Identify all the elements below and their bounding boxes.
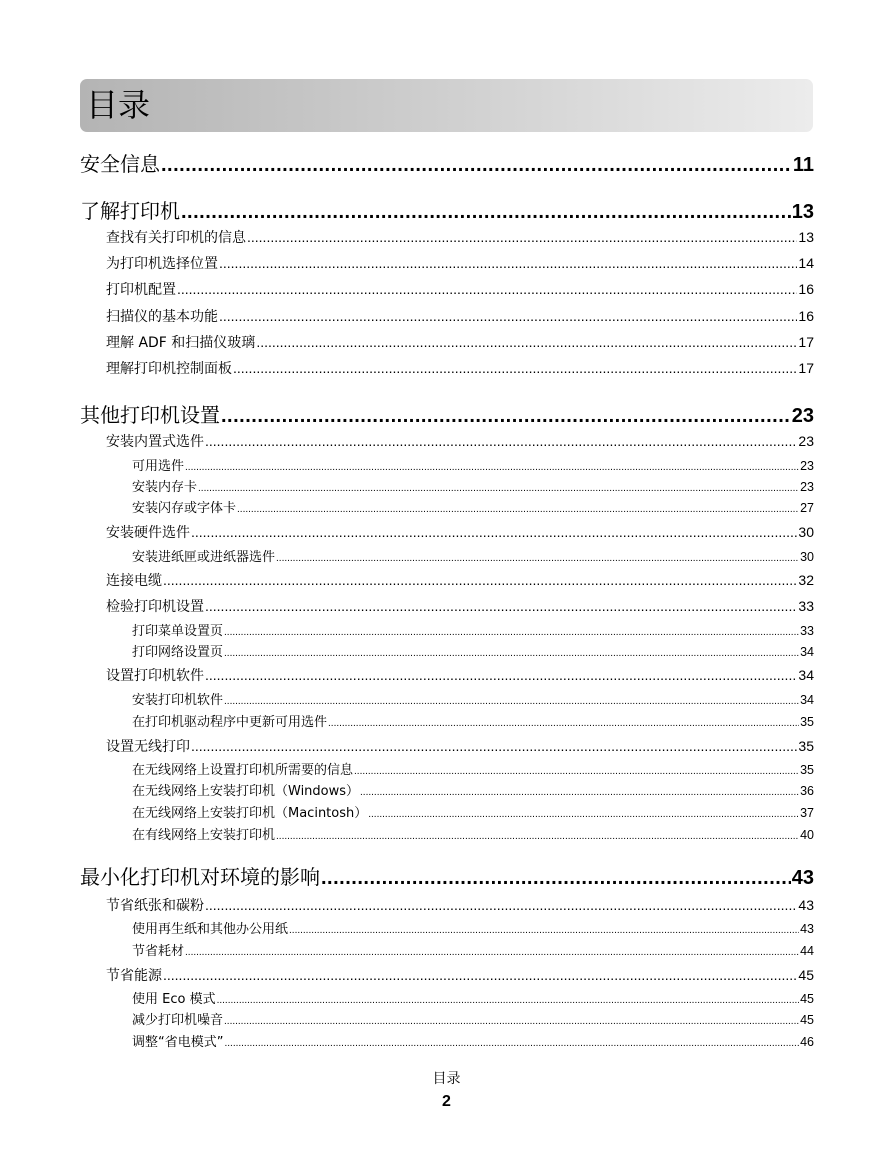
toc-entry-title: 扫描仪的基本功能 [106,309,218,325]
toc-entry-title: 为打印机选择位置 [106,256,218,272]
toc-entry-level3[interactable] [132,988,814,1007]
toc-entry-level2[interactable] [106,895,814,915]
toc-entry-page-number: 23 [800,480,814,494]
toc-entry-level2[interactable] [106,306,814,326]
toc-dot-leader [224,1013,799,1027]
toc-dot-leader [205,667,797,683]
toc-entry-page-number: 33 [798,598,814,614]
toc-dot-leader [205,897,797,913]
toc-entry-page-number: 35 [798,738,814,754]
toc-entry-title: 节省耗材 [132,944,185,959]
toc-entry-page-number: 45 [800,1013,814,1027]
toc-dot-leader [163,967,797,983]
page-title: 目录 [86,86,151,124]
toc-entry-level3[interactable] [132,497,814,516]
toc-entry-page-number: 13 [791,201,814,223]
toc-entry-level2[interactable] [106,522,814,542]
toc-entry-page-number: 34 [798,667,814,683]
toc-entry-title: 理解打印机控制面板 [106,361,232,377]
toc-dot-leader [205,598,797,614]
toc-entry-title: 最小化打印机对环境的影响 [80,865,320,889]
toc-entry-title: 安装硬件选件 [106,525,190,541]
toc-dot-leader [224,693,799,707]
toc-entry-page-number: 16 [798,281,814,297]
toc-entry-level3[interactable] [132,759,814,778]
toc-entry-title: 节省纸张和碳粉 [106,898,204,914]
toc-entry-level3[interactable] [132,1009,814,1028]
toc-entry-title: 连接电缆 [106,573,162,589]
toc-entry-page-number: 45 [798,967,814,983]
toc-dot-leader [217,992,800,1006]
toc-entry-page-number: 13 [798,229,814,245]
toc-entry-level1[interactable] [80,861,814,890]
toc-dot-leader [219,308,797,324]
toc-entry-page-number: 17 [798,360,814,376]
toc-entry-level2[interactable] [106,596,814,616]
toc-entry-level3[interactable] [132,918,814,937]
toc-entry-level2[interactable] [106,665,814,685]
toc-dot-leader [198,480,799,494]
toc-entry-level3[interactable] [132,455,814,474]
toc-entry-page-number: 45 [800,992,814,1006]
toc-entry-level2[interactable] [106,431,814,451]
toc-dot-leader [289,922,799,936]
toc-entry-title: 在打印机驱动程序中更新可用选件 [132,715,328,730]
toc-entry-page-number: 16 [798,308,814,324]
toc-dot-leader [256,334,797,350]
toc-entry-title: 在无线网络上安装打印机（Macintosh） [132,806,368,821]
toc-dot-leader [328,715,799,729]
toc-entry-level2[interactable] [106,358,814,378]
toc-dot-leader [219,255,797,271]
toc-dot-leader [276,550,799,564]
toc-entry-title: 在无线网络上设置打印机所需要的信息 [132,763,354,778]
toc-entry-page-number: 23 [798,433,814,449]
toc-header-band [80,79,813,132]
toc-entry-level3[interactable] [132,641,814,660]
footer-page-number: 2 [442,1093,451,1110]
toc-dot-leader [221,405,791,428]
toc-dot-leader [185,459,799,473]
toc-entry-title: 理解 ADF 和扫描仪玻璃 [106,335,256,351]
toc-entry-page-number: 23 [800,459,814,473]
toc-dot-leader [181,201,791,224]
toc-entry-level3[interactable] [132,940,814,959]
toc-dot-leader [360,784,799,798]
toc-entry-title: 可用选件 [132,459,185,474]
toc-entry-level2[interactable] [106,279,814,299]
toc-entry-level3[interactable] [132,689,814,708]
toc-entry-page-number: 35 [800,763,814,777]
toc-entry-title: 安装闪存或字体卡 [132,501,237,516]
toc-entry-page-number: 35 [800,715,814,729]
toc-entry-title: 打印网络设置页 [132,645,224,660]
toc-entry-level1[interactable] [80,148,814,177]
toc-entry-level3[interactable] [132,824,814,843]
toc-entry-title: 使用 Eco 模式 [132,992,216,1007]
toc-entry-level3[interactable] [132,780,814,799]
toc-entry-title: 设置打印机软件 [106,668,204,684]
toc-dot-leader [205,433,797,449]
toc-entry-page-number: 34 [800,693,814,707]
toc-entry-page-number: 36 [800,784,814,798]
toc-entry-page-number: 43 [798,897,814,913]
toc-dot-leader [368,806,799,820]
toc-entry-title: 检验打印机设置 [106,599,204,615]
toc-entry-page-number: 27 [800,501,814,515]
toc-entry-page-number: 33 [800,624,814,638]
toc-entry-title: 安装进纸匣或进纸器选件 [132,550,276,565]
toc-dot-leader [321,867,791,890]
toc-entry-page-number: 37 [800,806,814,820]
toc-entry-level3[interactable] [132,546,814,565]
toc-entry-level2[interactable] [106,227,814,247]
toc-entry-level2[interactable] [106,736,814,756]
toc-entry-title: 了解打印机 [80,199,180,223]
toc-entry-page-number: 43 [800,922,814,936]
toc-dot-leader [354,763,799,777]
toc-dot-leader [276,828,799,842]
toc-entry-title: 查找有关打印机的信息 [106,230,246,246]
toc-entry-page-number: 43 [791,867,814,889]
toc-entry-title: 安装内置式选件 [106,434,204,450]
toc-entry-level2[interactable] [106,332,814,352]
toc-entry-level1[interactable] [80,195,814,224]
toc-entry-title: 在有线网络上安装打印机 [132,828,276,843]
toc-dot-leader [224,624,799,638]
toc-entry-level3[interactable] [132,711,814,730]
toc-dot-leader [233,360,797,376]
toc-entry-title: 调整“省电模式” [132,1035,224,1050]
toc-entry-page-number: 30 [798,524,814,540]
toc-entry-level3[interactable] [132,476,814,495]
toc-dot-leader [163,572,797,588]
toc-entry-title: 打印菜单设置页 [132,624,224,639]
toc-entry-page-number: 23 [791,405,814,427]
toc-entry-title: 设置无线打印 [106,739,190,755]
toc-entry-level1[interactable] [80,399,814,428]
toc-entry-level2[interactable] [106,253,814,273]
toc-dot-leader [161,154,792,177]
toc-entry-title: 减少打印机噪音 [132,1013,224,1028]
toc-entry-level3[interactable] [132,620,814,639]
toc-entry-page-number: 46 [800,1035,814,1049]
toc-entry-title: 安装内存卡 [132,480,198,495]
toc-entry-page-number: 32 [798,572,814,588]
toc-dot-leader [224,1035,799,1049]
toc-dot-leader [247,229,797,245]
toc-dot-leader [177,281,797,297]
toc-entry-level3[interactable] [132,1031,814,1050]
toc-entry-title: 安全信息 [80,152,160,176]
toc-entry-title: 打印机配置 [106,282,176,298]
toc-entry-page-number: 17 [798,334,814,350]
toc-entry-page-number: 14 [798,255,814,271]
toc-entry-level2[interactable] [106,965,814,985]
toc-entry-title: 节省能源 [106,968,162,984]
toc-dot-leader [191,524,797,540]
toc-entry-title: 在无线网络上安装打印机（Windows） [132,784,360,799]
toc-entry-title: 其他打印机设置 [80,403,220,427]
toc-entry-page-number: 40 [800,828,814,842]
toc-dot-leader [191,738,797,754]
toc-dot-leader [237,501,799,515]
toc-entry-page-number: 44 [800,944,814,958]
toc-entry-title: 使用再生纸和其他办公用纸 [132,922,289,937]
toc-entry-level3[interactable] [132,802,814,821]
toc-entry-page-number: 30 [800,550,814,564]
toc-entry-title: 安装打印机软件 [132,693,224,708]
footer-section-label: 目录 [432,1071,461,1087]
toc-dot-leader [224,645,799,659]
toc-entry-page-number: 34 [800,645,814,659]
toc-dot-leader [185,944,799,958]
toc-entry-level2[interactable] [106,570,814,590]
toc-entry-page-number: 11 [792,154,814,176]
